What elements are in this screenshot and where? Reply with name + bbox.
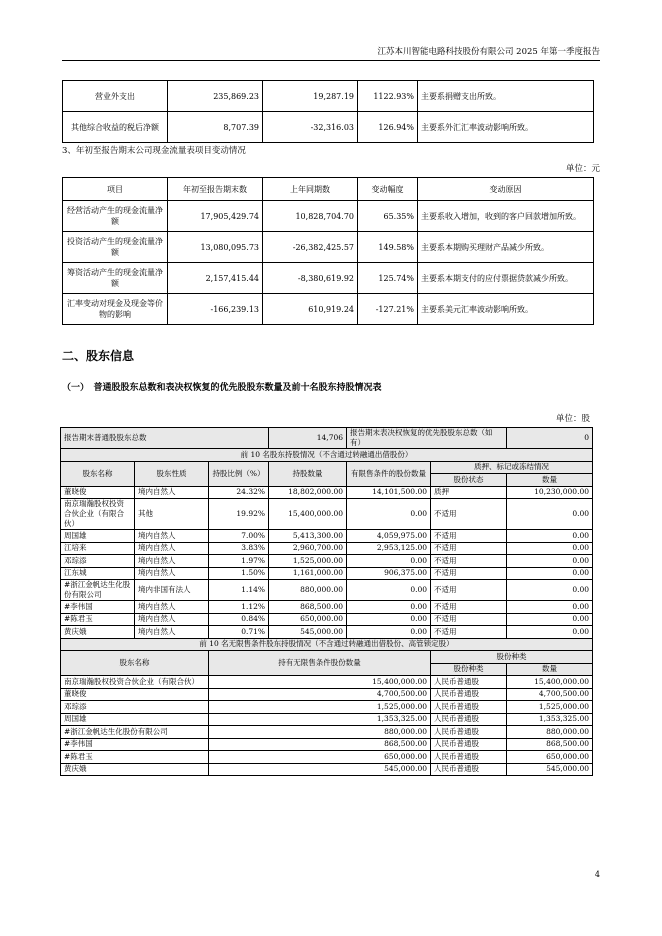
shareholder-nature: 境内自然人 [135,567,209,580]
share-kind: 人民币普通股 [431,751,507,764]
item-cell: 经营活动产生的现金流量净额 [63,201,168,232]
shareholder-quantity: 868,500.00 [269,601,347,614]
shareholder-nature: 其他 [135,499,209,530]
current-cell: 8,707.39 [168,112,263,143]
pledge-qty: 10,230,000.00 [507,486,593,499]
item-cell: 汇率变动对现金及现金等价物的影响 [63,294,168,325]
shareholder-ratio: 24.32% [209,486,269,499]
table-row [61,486,593,499]
col-header-prior: 上年同期数 [263,178,358,201]
shareholder-restricted: 0.00 [347,580,431,601]
shareholder-nature: 境内自然人 [135,626,209,639]
reason-cell: 主要系收入增加，收到的客户回款增加所致。 [418,201,594,232]
share-qty: 868,500.00 [507,738,593,751]
shareholder-nature: 境内自然人 [135,530,209,543]
shareholder-quantity: 1,161,000.00 [269,567,347,580]
u-hdr-qty: 数量 [507,663,593,676]
shareholder-name: 江东城 [61,567,135,580]
shareholder-quantity: 1,525,000.00 [269,555,347,568]
pledge-status: 不适用 [431,626,507,639]
pledge-status: 不适用 [431,499,507,530]
pref-holders-label: 报告期末表决权恢复的优先股股东总数（如有） [347,428,507,449]
total-holders-value: 14,706 [269,428,347,449]
shareholder-restricted: 0.00 [347,499,431,530]
shareholder-restricted: 0.00 [347,601,431,614]
total-holders-label: 报告期末普通股股东总数 [61,428,269,449]
unrestricted-name: 周国雄 [61,713,209,726]
shareholder-name: 邓琮添 [61,555,135,568]
top10-header-row [61,461,593,474]
u-hdr-quantity: 持有无限售条件股份数量 [209,651,431,676]
pledge-status: 不适用 [431,567,507,580]
share-qty: 4,700,500.00 [507,688,593,701]
share-qty: 1,525,000.00 [507,701,593,714]
shareholder-quantity: 880,000.00 [269,580,347,601]
unrestricted-name: #李伟国 [61,738,209,751]
prior-cell: 610,919.24 [263,294,358,325]
unrestricted-name: 董晓俊 [61,688,209,701]
shareholder-ratio: 7.00% [209,530,269,543]
share-kind: 人民币普通股 [431,738,507,751]
table-row [63,112,594,143]
totals-row [61,428,593,449]
shareholder-ratio: 1.97% [209,555,269,568]
hdr-pledge-status: 股份状态 [431,474,507,487]
change-cell: 1122.93% [358,81,418,112]
pledge-status: 不适用 [431,542,507,555]
prior-cell: -32,316.03 [263,112,358,143]
reason-cell: 主要系本期购买理财产品减少所致。 [418,232,594,263]
cashflow-change-table [62,177,594,325]
table-row [61,613,593,626]
reason-cell: 主要系美元汇率波动影响所致。 [418,294,594,325]
unrestricted-header-row [61,651,593,664]
reason-cell: 主要系本期支付的应付票据贷款减少所致。 [418,263,594,294]
pledge-status: 质押 [431,486,507,499]
prior-cell: 10,828,704.70 [263,201,358,232]
unrestricted-name: #陈君玉 [61,751,209,764]
table-row [61,555,593,568]
table-row [61,738,593,751]
table-row [61,542,593,555]
pledge-qty: 0.00 [507,601,593,614]
unrestricted-quantity: 1,353,325.00 [209,713,431,726]
col-header-item: 项目 [63,178,168,201]
pledge-status: 不适用 [431,580,507,601]
change-cell: 65.35% [358,201,418,232]
shareholder-ratio: 1.14% [209,580,269,601]
shareholder-ratio: 1.50% [209,567,269,580]
shareholder-ratio: 0.84% [209,613,269,626]
current-cell: 2,157,415.44 [168,263,263,294]
table-row [61,688,593,701]
current-cell: 13,080,095.73 [168,232,263,263]
shareholder-quantity: 650,000.00 [269,613,347,626]
shareholder-restricted: 906,375.00 [347,567,431,580]
hdr-pledge-qty: 数量 [507,474,593,487]
unrestricted-title: 前 10 名无限售条件股东持股情况（不含通过转融通出借股份、高管锁定股） [61,638,593,651]
change-cell: 126.94% [358,112,418,143]
share-kind: 人民币普通股 [431,763,507,776]
table-row [61,530,593,543]
pledge-qty: 0.00 [507,555,593,568]
shareholder-nature: 境内自然人 [135,601,209,614]
shareholder-quantity: 545,000.00 [269,626,347,639]
shareholder-nature: 境内非国有法人 [135,580,209,601]
current-cell: 235,869.23 [168,81,263,112]
table-row [61,763,593,776]
unrestricted-title-row [61,638,593,651]
table-row [61,751,593,764]
table-row [61,676,593,689]
shareholder-ratio: 3.83% [209,542,269,555]
change-cell: 149.58% [358,232,418,263]
page-number: 4 [594,870,600,879]
shareholders-table [60,427,593,776]
share-kind: 人民币普通股 [431,688,507,701]
hdr-restricted: 有限售条件的股份数量 [347,461,431,486]
shareholder-nature: 境内自然人 [135,613,209,626]
pledge-status: 不适用 [431,613,507,626]
share-qty: 880,000.00 [507,726,593,739]
table-row [61,626,593,639]
shareholder-nature: 境内自然人 [135,542,209,555]
col-header-reason: 变动原因 [418,178,594,201]
shareholder-name: #浙江金帆达生化股份有限公司 [61,580,135,601]
share-qty: 545,000.00 [507,763,593,776]
section-title: 二、股东信息 [62,349,135,363]
shareholder-ratio: 19.92% [209,499,269,530]
table-row [61,726,593,739]
shareholder-ratio: 0.71% [209,626,269,639]
table-row [61,567,593,580]
unrestricted-quantity: 650,000.00 [209,751,431,764]
shareholder-name: #陈君玉 [61,613,135,626]
shareholder-ratio: 1.12% [209,601,269,614]
prior-cell: 19,287.19 [263,81,358,112]
unrestricted-quantity: 15,400,000.00 [209,676,431,689]
table-row [61,580,593,601]
pledge-qty: 0.00 [507,542,593,555]
item-cell: 投资活动产生的现金流量净额 [63,232,168,263]
table-row [63,232,594,263]
shareholder-restricted: 2,953,125.00 [347,542,431,555]
shareholder-name: 黄庆娥 [61,626,135,639]
share-kind: 人民币普通股 [431,676,507,689]
reason-cell: 主要系捐赠支出所致。 [418,81,594,112]
unrestricted-quantity: 1,525,000.00 [209,701,431,714]
shareholder-name: 江培来 [61,542,135,555]
shareholder-nature: 境内自然人 [135,486,209,499]
shareholder-quantity: 15,400,000.00 [269,499,347,530]
unrestricted-quantity: 868,500.00 [209,738,431,751]
shareholder-name: 董晓俊 [61,486,135,499]
pref-holders-value: 0 [507,428,593,449]
share-kind: 人民币普通股 [431,726,507,739]
shareholder-restricted: 4,059,975.00 [347,530,431,543]
pledge-status: 不适用 [431,530,507,543]
hdr-pledge: 质押、标记或冻结情况 [431,461,593,474]
cashflow-header-row [63,178,594,201]
shareholder-restricted: 0.00 [347,613,431,626]
item-cell: 筹资活动产生的现金流量净额 [63,263,168,294]
unit-label-yuan: 单位：元 [565,164,600,174]
pledge-qty: 0.00 [507,499,593,530]
shareholder-nature: 境内自然人 [135,555,209,568]
shareholder-quantity: 5,413,300.00 [269,530,347,543]
share-qty: 650,000.00 [507,751,593,764]
shareholder-restricted: 0.00 [347,555,431,568]
shareholder-name: 周国雄 [61,530,135,543]
unrestricted-quantity: 880,000.00 [209,726,431,739]
item-cell: 营业外支出 [63,81,168,112]
u-hdr-name: 股东名称 [61,651,209,676]
table-row [63,201,594,232]
hdr-ratio: 持股比例（%） [209,461,269,486]
unit-label-shares: 单位：股 [555,414,590,424]
shareholder-name: 南京瑞瀚股权投资合伙企业（有限合伙） [61,499,135,530]
section3-title: 3、年初至报告期末公司现金流量表项目变动情况 [62,146,246,156]
table-row [61,601,593,614]
share-kind: 人民币普通股 [431,713,507,726]
u-hdr-kind: 股份种类 [431,663,507,676]
pledge-qty: 0.00 [507,530,593,543]
table-row [61,713,593,726]
shareholder-quantity: 2,960,700.00 [269,542,347,555]
share-qty: 1,353,325.00 [507,713,593,726]
shareholder-restricted: 0.00 [347,626,431,639]
pledge-qty: 0.00 [507,567,593,580]
share-kind: 人民币普通股 [431,701,507,714]
u-hdr-type: 股份种类 [431,651,593,664]
income-change-table [62,80,594,143]
item-cell: 其他综合收益的税后净额 [63,112,168,143]
hdr-nature: 股东性质 [135,461,209,486]
unrestricted-name: 邓琮添 [61,701,209,714]
top10-title: 前 10 名股东持股情况（不含通过转融通出借股份） [61,449,593,462]
col-header-change: 变动幅度 [358,178,418,201]
unrestricted-name: 黄庆娥 [61,763,209,776]
pledge-qty: 0.00 [507,626,593,639]
page-header-title: 江苏本川智能电路科技股份有限公司 2025 年第一季度报告 [377,47,600,57]
current-cell: 17,905,429.74 [168,201,263,232]
hdr-name: 股东名称 [61,461,135,486]
unrestricted-name: 南京瑞瀚股权投资合伙企业（有限合伙） [61,676,209,689]
table-row [63,81,594,112]
pledge-qty: 0.00 [507,613,593,626]
prior-cell: -26,382,425.57 [263,232,358,263]
prior-cell: -8,380,619.92 [263,263,358,294]
table-row [63,294,594,325]
pledge-qty: 0.00 [507,580,593,601]
table-row [61,499,593,530]
top10-title-row [61,449,593,462]
shareholder-quantity: 18,802,000.00 [269,486,347,499]
table-row [63,263,594,294]
table-row [61,701,593,714]
shareholder-name: #李伟国 [61,601,135,614]
pledge-status: 不适用 [431,601,507,614]
col-header-current: 年初至报告期末数 [168,178,263,201]
current-cell: -166,239.13 [168,294,263,325]
change-cell: -127.21% [358,294,418,325]
shareholder-restricted: 14,101,500.00 [347,486,431,499]
unrestricted-name: #浙江金帆达生化股份有限公司 [61,726,209,739]
reason-cell: 主要系外汇汇率波动影响所致。 [418,112,594,143]
unrestricted-quantity: 4,700,500.00 [209,688,431,701]
subsection-title: （一） 普通股股东总数和表决权恢复的优先股股东数量及前十名股东持股情况表 [62,383,382,393]
header-rule [62,60,600,61]
pledge-status: 不适用 [431,555,507,568]
unrestricted-quantity: 545,000.00 [209,763,431,776]
change-cell: 125.74% [358,263,418,294]
hdr-quantity: 持股数量 [269,461,347,486]
share-qty: 15,400,000.00 [507,676,593,689]
